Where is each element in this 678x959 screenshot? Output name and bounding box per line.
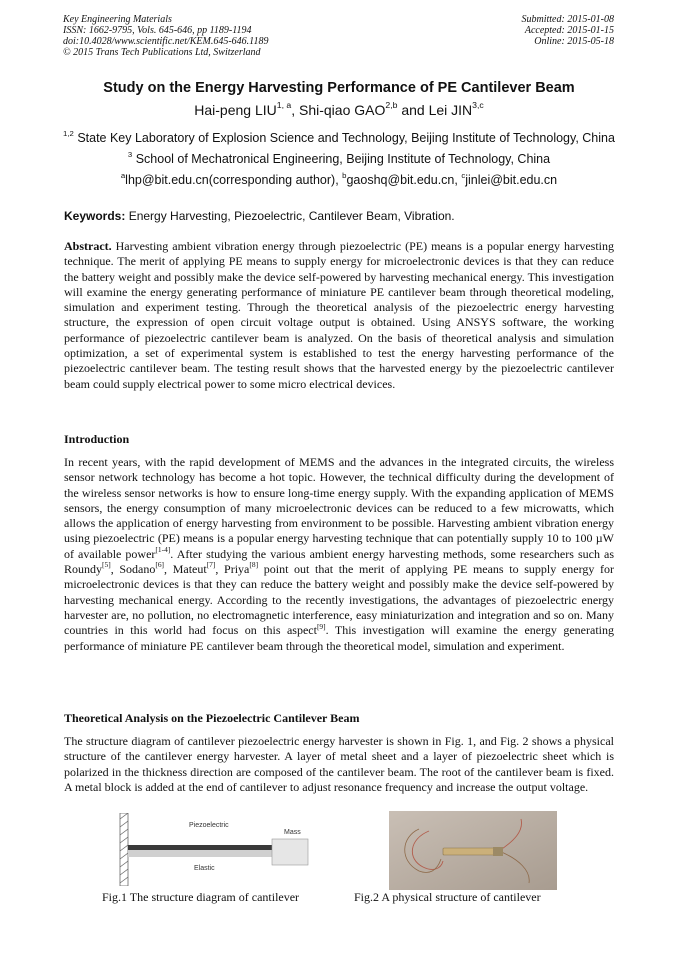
journal-info-line: doi:10.4028/www.scientific.net/KEM.645-646.1189 bbox=[63, 36, 269, 47]
introduction-heading: Introduction bbox=[64, 432, 130, 446]
introduction-text: , Mateut bbox=[164, 562, 207, 577]
introduction-text: , Priya bbox=[215, 562, 250, 577]
abstract bbox=[64, 239, 614, 392]
keywords-label: Keywords: bbox=[64, 209, 126, 223]
email-marker: a bbox=[120, 171, 126, 181]
elastic-label: Elastic bbox=[194, 865, 215, 872]
introduction-text: . After studying the various ambient energy harvesting methods, some researchers such as Roundy bbox=[64, 546, 615, 577]
theory-heading: Theoretical Analysis on the Piezoelectric Cantilever Beam bbox=[64, 711, 360, 725]
submission-date-line: Submitted: 2015-01-08 bbox=[521, 14, 614, 25]
email-address: jinlei@bit.edu.cn bbox=[465, 173, 558, 187]
introduction-body bbox=[64, 455, 614, 654]
mass-block bbox=[272, 839, 308, 865]
piezo-label: Piezoelectric bbox=[189, 822, 229, 829]
author-affiliation-marker: 3,c bbox=[472, 100, 484, 111]
author-emails bbox=[0, 173, 678, 187]
figure-1-diagram bbox=[114, 813, 334, 886]
figure-1-caption: Fig.1 The structure diagram of cantilever bbox=[102, 890, 300, 904]
introduction-text: , Sodano bbox=[110, 562, 156, 577]
submission-dates bbox=[522, 14, 615, 47]
email-address: lhp@bit.edu.cn(corresponding author), bbox=[125, 173, 343, 187]
figure-2-photo bbox=[389, 811, 557, 890]
citation: [6] bbox=[155, 560, 165, 570]
affiliation-text: State Key Laboratory of Explosion Science and Technology, Beijing Institute of Technology, China bbox=[77, 131, 615, 145]
affiliation-marker: 1,2 bbox=[63, 129, 74, 139]
journal-info bbox=[63, 14, 268, 58]
author-separator: and bbox=[397, 102, 429, 118]
submission-date-line: Accepted: 2015-01-15 bbox=[524, 25, 614, 36]
journal-info-line: © 2015 Trans Tech Publications Ltd, Switzerland bbox=[63, 47, 261, 58]
keywords-text: Energy Harvesting, Piezoelectric, Cantilever Beam, Vibration. bbox=[125, 209, 455, 223]
affiliation-2 bbox=[0, 152, 678, 166]
introduction-text: In recent years, with the rapid development of MEMS and the advances in the integrated circuits, the wireless sensor network technology has become a hot topic. However, the technical difficulty during the development of the wireless sensor networks is how to ensure long-time energy supply. With the expanding application of MEMS sensors, the energy consumption of many microelectronic devices can be reduced to a few microwatts, which allows the application of energy harvesting from environment to be possible. Harvesting ambient vibration energy using piezoelectric (PE) means is a popular energy harvesting technique that can potentially supply 10 to 100 µW of available power bbox=[64, 455, 614, 561]
author-name: Shi-qiao GAO bbox=[299, 102, 386, 118]
citation: [9] bbox=[316, 621, 326, 631]
introduction-text: point out that the merit of applying PE means to supply energy for microelectronic devices is that they can reduce the battery weight and possibly make the device self-powered by harvesting mechanical energy. According to the recently investigations, the advantages of piezoelectric energy harvester are, no pollution, no electromagnetic interference, easy miniaturization and integration and so on. Many countries in this world had focus on this aspect bbox=[64, 562, 614, 638]
email-marker: c bbox=[461, 171, 466, 181]
journal-info-line: Key Engineering Materials bbox=[63, 14, 172, 25]
affiliation-text: School of Mechatronical Engineering, Beijing Institute of Technology, China bbox=[135, 152, 551, 166]
mass-label: Mass bbox=[284, 829, 301, 836]
citation: [8] bbox=[249, 560, 259, 570]
citation: [1-4] bbox=[155, 545, 171, 555]
author-affiliation-marker: 1, a bbox=[276, 100, 292, 111]
paper-title: Study on the Energy Harvesting Performance of PE Cantilever Beam bbox=[103, 80, 575, 96]
submission-date-line: Online: 2015-05-18 bbox=[534, 36, 614, 47]
author-separator: , bbox=[291, 102, 299, 118]
affiliation-marker: 3 bbox=[127, 150, 133, 160]
journal-info-line: ISSN: 1662-9795, Vols. 645-646, pp 1189-1194 bbox=[63, 25, 252, 36]
keywords bbox=[64, 209, 455, 223]
introduction-text: . This investigation will examine the energy generating performance of miniature PE cantilever beam through the theoretical model, simulation and experiment. bbox=[64, 623, 614, 653]
elastic-layer bbox=[128, 850, 276, 857]
citation: [5] bbox=[102, 560, 111, 570]
figure-2-caption: Fig.2 A physical structure of cantilever bbox=[354, 890, 541, 904]
email-address: gaoshq@bit.edu.cn, bbox=[346, 173, 462, 187]
piezo-layer bbox=[128, 845, 276, 850]
abstract-text: Harvesting ambient vibration energy through piezoelectric (PE) means is a popular energy harvesting technique. The merit of applying PE means to supply energy for microelectronic devices is that they can reduce the battery weight and possibly make the device self-powered by harvesting mechanical energy. This investigation will examine the energy generating performance of miniature PE cantilever beam through theoretical modeling, simulation and experiment testing. Through the theoretical analysis of the piezoelectric energy harvesting structure, the expression of open circuit voltage output is obtained. Using ANSYS software, the working performance of piezoelectric cantilever beam is analyzed. On the basis of theoretical analysis and simulation optimization, a set of experimental system is established to test the energy harvesting performance of the piezoelectric cantilever beam. The testing result shows that the harvested energy by the piezoelectric cantilever beam could supply electrical power to some micro electrical devices. bbox=[64, 239, 614, 391]
tip-mass bbox=[493, 847, 503, 856]
cantilever-body bbox=[443, 848, 501, 855]
fixed-support bbox=[120, 813, 128, 886]
affiliation-1 bbox=[0, 131, 678, 145]
citation: [7] bbox=[206, 560, 216, 570]
author-list bbox=[0, 102, 678, 118]
author-affiliation-marker: 2,b bbox=[385, 100, 398, 111]
abstract-label: Abstract. bbox=[64, 239, 112, 253]
author-name: Lei JIN bbox=[428, 102, 473, 118]
author-name: Hai-peng LIU bbox=[194, 102, 277, 118]
email-marker: b bbox=[342, 171, 347, 181]
theory-body: The structure diagram of cantilever piezoelectric energy harvester is shown in Fig. 1, and Fig. 2 shows a physical structure of the cantilever energy harvester. A layer of metal sheet and a layer of piezoelectric sheet which is polarized in the thickness direction are composed of the cantilever beam. The root of the cantilever beam is fixed. A metal block is added at the end of cantilever to adjust resonance frequency and increase the output voltage. bbox=[64, 734, 614, 794]
